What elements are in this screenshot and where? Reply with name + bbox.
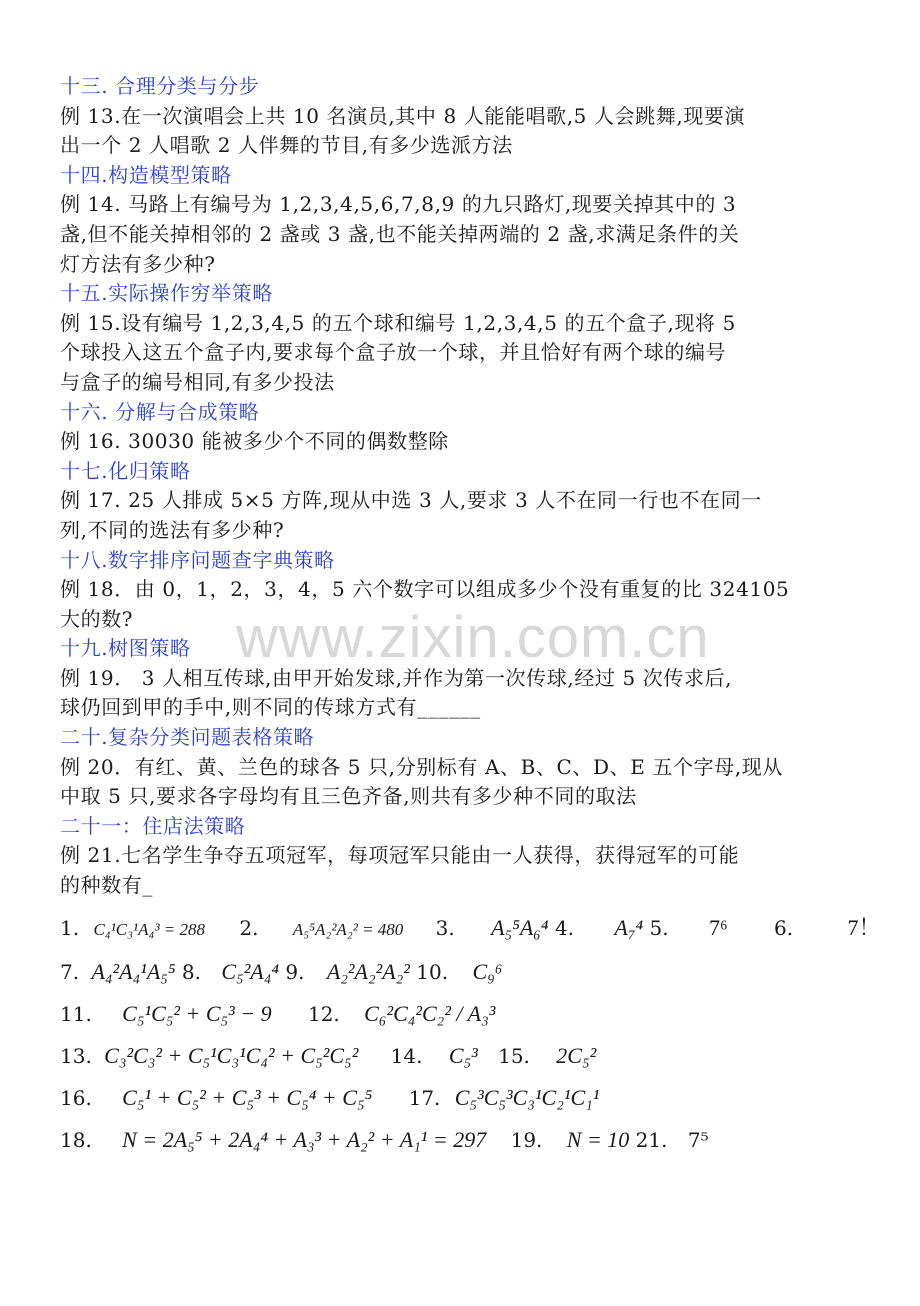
answer-number: 11. (60, 1001, 92, 1026)
problem-text: 例 20．有红、黄、兰色的球各 5 只,分别标有 A、B、C、D、E 五个字母,现从 (60, 754, 783, 779)
section-heading: 二十.复杂分类问题表格策略 (60, 725, 315, 750)
answer-number: 19. (510, 1127, 543, 1152)
answer-number: 2. (239, 915, 259, 940)
answer-number: 7. (60, 959, 80, 984)
watermark: www.zixin.com.cn (236, 605, 710, 670)
answer-row-1 (60, 907, 881, 951)
answer-formula: C₅¹C₅² + C₅³ − 9 (122, 1000, 272, 1026)
section-heading: 十九.树图策略 (60, 636, 191, 661)
answer-number: 5. (649, 915, 669, 940)
problem-text: 例 21.七名学生争夺五项冠军，每项冠军只能由一人获得，获得冠军的可能 (60, 843, 740, 868)
section-heading: 十三. 合理分类与分步 (60, 74, 260, 98)
section-heading: 十五.实际操作穷举策略 (60, 281, 273, 306)
answer-formula: C₅²A₄⁴ (221, 958, 280, 984)
answer-number: 3. (435, 915, 455, 940)
problem-text: 的种数有_ (60, 873, 153, 898)
problem-text: 灯方法有多少种? (60, 251, 216, 276)
answer-formula: C₃²C₃² + C₅¹C₃¹C₄² + C₅²C₅² (104, 1042, 359, 1068)
answer-row-5 (60, 1077, 860, 1119)
answer-formula: C₅³ (448, 1042, 478, 1068)
answer-number: 4. (554, 915, 575, 940)
answer-number: 14. (390, 1043, 423, 1068)
answer-row-2 (60, 951, 860, 993)
problem-text: 出一个 2 人唱歌 2 人伴舞的节目,有多少选派方法 (60, 133, 513, 158)
answer-formula: N = 10 (566, 1126, 630, 1152)
answer-formula: 2C₅² (556, 1042, 597, 1068)
section-heading: 十七.化归策略 (60, 458, 191, 483)
answers-block (60, 907, 881, 1161)
answer-number: 15. (498, 1043, 530, 1068)
problem-text: 个球投入这五个盒子内,要求每个盒子放一个球，并且恰好有两个球的编号 (60, 340, 727, 365)
problem-text: 中取 5 只,要求各字母均有且三色齐备,则共有多少种不同的取法 (60, 784, 637, 809)
answer-formula: C₉⁶ (472, 958, 503, 984)
answer-formula: A₂²A₂²A₂² (326, 958, 410, 984)
section-heading: 十六. 分解与合成策略 (60, 399, 260, 424)
answer-formula: A₅⁵A₆⁴ (491, 914, 549, 940)
problem-text: 例 13.在一次演唱会上共 10 名演员,其中 8 人能能唱歌,5 人会跳舞,现要演 (60, 103, 746, 128)
answer-formula: C₄¹C₃¹A₄³ = 288 (93, 919, 206, 939)
problem-text: 与盒子的编号相同,有多少投法 (60, 369, 335, 394)
answer-number: 8. (181, 959, 202, 984)
answer-formula: A₄²A₄¹A₅⁵ (91, 958, 176, 984)
problem-text: 列,不同的选法有多少种? (60, 517, 285, 542)
answer-row-4 (60, 1035, 860, 1077)
answer-formula: C₆²C₄²C₂² / A₃³ (364, 1000, 496, 1026)
problem-text: 球仍回到甲的手中,则不同的传球方式有______ (60, 695, 481, 720)
section-heading: 二十一：住店法策略 (60, 813, 246, 838)
problem-text: 例 15.设有编号 1,2,3,4,5 的五个球和编号 1,2,3,4,5 的五个盒子,现将 5 (60, 310, 736, 335)
problem-text: 盏,但不能关掉相邻的 2 盏或 3 盏,也不能关掉两端的 2 盏,求满足条件的关 (60, 221, 740, 246)
answer-number: 21. (635, 1127, 668, 1152)
answer-number: 10. (416, 959, 449, 984)
answer-number: 13. (60, 1043, 92, 1068)
problem-text: 例 17. 25 人排成 5×5 方阵,现从中选 3 人,要求 3 人不在同一行也不在同一 (60, 488, 762, 513)
answer-number: 6. (774, 915, 794, 940)
answer-number: 16. (60, 1085, 92, 1110)
answer-number: 1. (60, 915, 80, 940)
section-heading: 十四.构造模型策略 (60, 162, 232, 187)
answer-formula: 7！ (847, 914, 881, 940)
problem-text: 例 19． 3 人相互传球,由甲开始发球,并作为第一次传球,经过 5 次传求后, (60, 665, 733, 690)
problem-text: 例 16. 30030 能被多少个不同的偶数整除 (60, 429, 449, 454)
section-heading: 十八.数字排序问题查字典策略 (60, 547, 335, 572)
answer-formula: C₅¹ + C₅² + C₅³ + C₅⁴ + C₅⁵ (122, 1084, 373, 1110)
answer-number: 9. (285, 959, 305, 984)
problem-sections (60, 72, 860, 901)
problem-text: 例 18．由 0，1，2，3，4，5 六个数字可以组成多少个没有重复的比 324105 (60, 577, 790, 602)
answer-number: 18. (60, 1127, 92, 1152)
problem-text: 大的数? (60, 606, 134, 631)
answer-formula: 7⁶ (708, 914, 728, 940)
answer-row-6 (60, 1119, 860, 1161)
answer-number: 12. (307, 1001, 340, 1026)
answer-formula: N = 2A₅⁵ + 2A₄⁴ + A₃³ + A₂² + A₁¹ = 297 (122, 1126, 487, 1152)
answer-formula: A₅⁵A₂²A₂² = 480 (292, 919, 404, 939)
answer-formula: C₅³C₅³C₃¹C₂¹C₁¹ (454, 1084, 600, 1110)
answer-formula: 7⁵ (687, 1127, 709, 1152)
answer-row-3 (60, 993, 860, 1035)
answer-number: 17. (408, 1085, 441, 1110)
problem-text: 例 14. 马路上有编号为 1,2,3,4,5,6,7,8,9 的九只路灯,现要关掉其中的 3 (60, 192, 737, 217)
answer-formula: A₇⁴ (614, 914, 644, 940)
